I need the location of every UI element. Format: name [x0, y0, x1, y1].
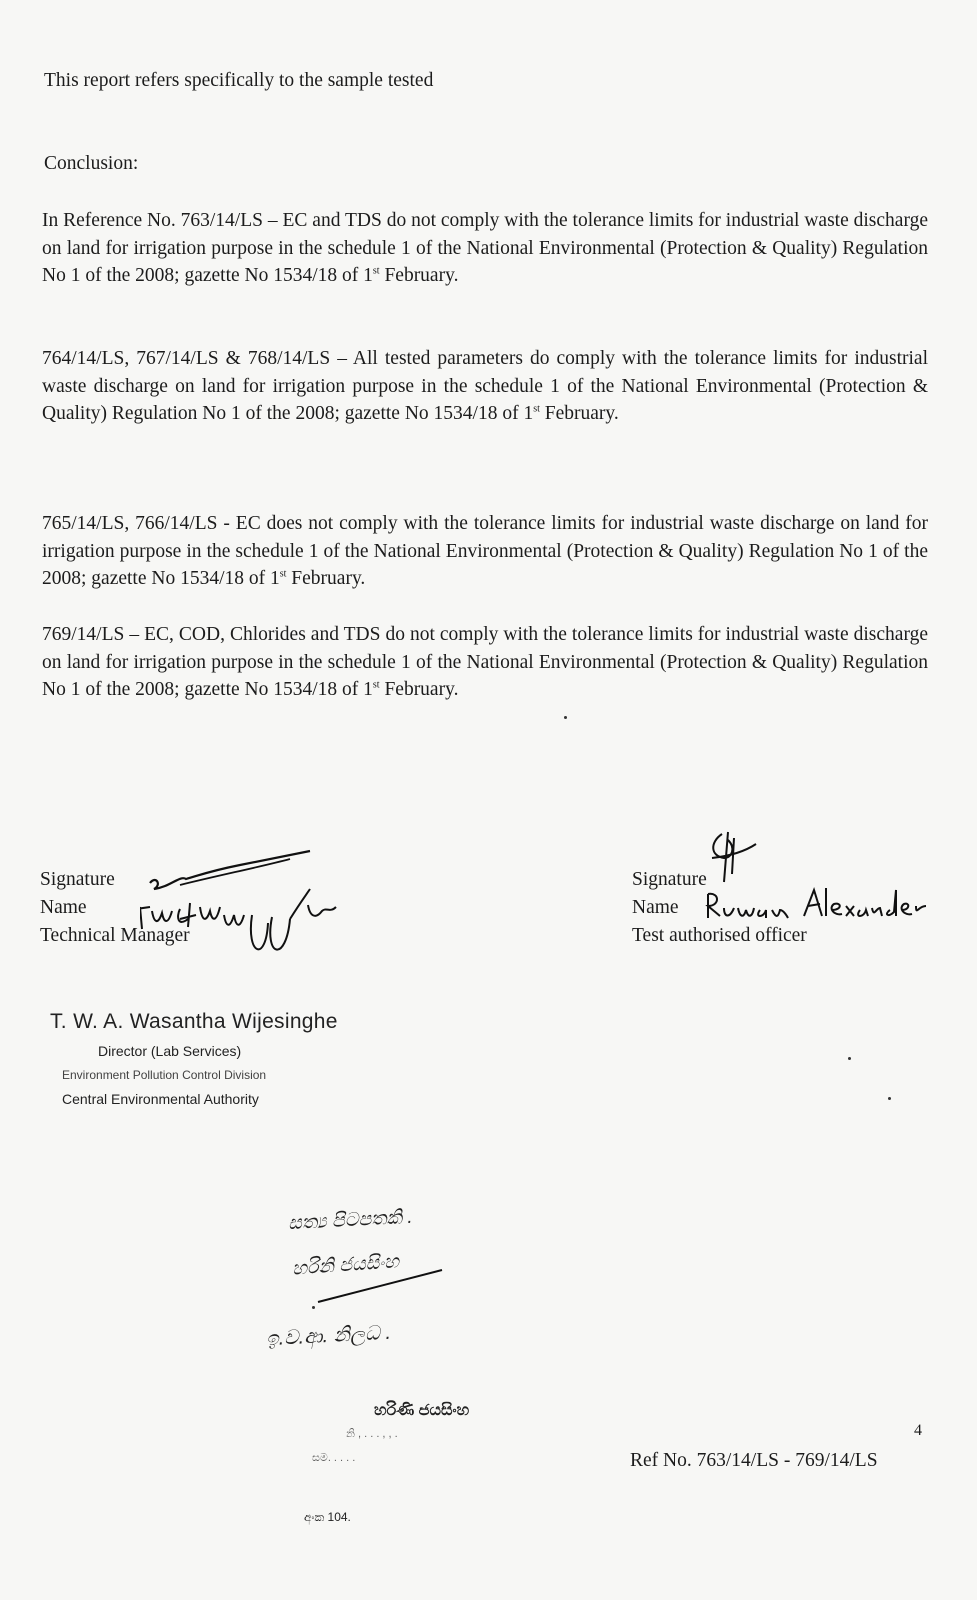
stamp-name: T. W. A. Wasantha Wijesinghe — [50, 1010, 338, 1033]
conclusion-paragraph-4: 769/14/LS – EC, COD, Chlorides and TDS do not comply with the tolerance limits for industrial waste discharge on land for irrigation purpose in the schedule 1 of the National Environmental (Protection & Quality) Regulation No 1 of the 2008; gazette No 1534/18 of 1st February. — [42, 624, 928, 701]
right-name-label: Name — [632, 897, 679, 918]
conclusion-paragraph-3: 765/14/LS, 766/14/LS - EC does not comply with the tolerance limits for industrial waste discharge on land for irrigation purpose in the schedule 1 of the National Environmental (Protection & Quality) Regulation No 1 of the 2008; gazette No 1534/18 of 1st February. — [42, 513, 928, 590]
ink-dot — [312, 1306, 315, 1309]
stamp-line-1: Director (Lab Services) — [98, 1043, 242, 1059]
sinhala-stamp-name: හරිණි ජයසිංහ — [374, 1402, 470, 1419]
technical-manager-signature — [140, 845, 360, 965]
scan-speck — [888, 1097, 891, 1100]
sinhala-stamp-faded-1: නි , . . . , , . — [346, 1428, 398, 1440]
sinhala-stamp-address: අංක 104. — [304, 1510, 351, 1524]
sinhala-stamp-faded-2: සම. . . . . — [312, 1452, 356, 1464]
sinhala-handwritten-line-3: ඉ.ව.ආ. නිලධ . — [265, 1321, 392, 1351]
test-officer-signature — [700, 828, 770, 888]
conclusion-paragraph-2: 764/14/LS, 767/14/LS & 768/14/LS – All tested parameters do comply with the tolerance limits for industrial waste discharge on land for irrigation purpose in the schedule 1 of the National Environmental (Protection & Quality) Regulation No 1 of the 2008; gazette No 1534/18 of 1st February. — [42, 348, 928, 425]
sinhala-handwritten-line-2: හරිනි ජයසිංහ — [291, 1251, 400, 1280]
right-title: Test authorised officer — [632, 925, 807, 946]
scan-speck — [848, 1057, 851, 1060]
handwritten-underline — [316, 1268, 446, 1308]
intro-text: This report refers specifically to the sample tested — [44, 70, 434, 91]
test-officer-handwritten-name — [704, 884, 934, 924]
left-name-label: Name — [40, 897, 87, 918]
stamp-line-3: Central Environmental Authority — [62, 1091, 259, 1107]
page-number: 4 — [914, 1422, 922, 1439]
right-signature-label: Signature — [632, 869, 707, 890]
reference-number: Ref No. 763/14/LS - 769/14/LS — [630, 1450, 878, 1471]
scan-speck — [564, 716, 567, 719]
left-signature-label: Signature — [40, 869, 115, 890]
conclusion-paragraph-1: In Reference No. 763/14/LS – EC and TDS do not comply with the tolerance limits for industrial waste discharge on land for irrigation purpose in the schedule 1 of the National Environmental (Protection & Quality) Regulation No 1 of the 2008; gazette No 1534/18 of 1st February. — [42, 210, 928, 287]
sinhala-handwritten-line-1: සත්‍ය පිටපතකි . — [287, 1206, 414, 1235]
stamp-line-2: Environment Pollution Control Division — [62, 1068, 267, 1082]
left-title: Technical Manager — [40, 925, 190, 946]
conclusion-heading: Conclusion: — [44, 153, 139, 174]
